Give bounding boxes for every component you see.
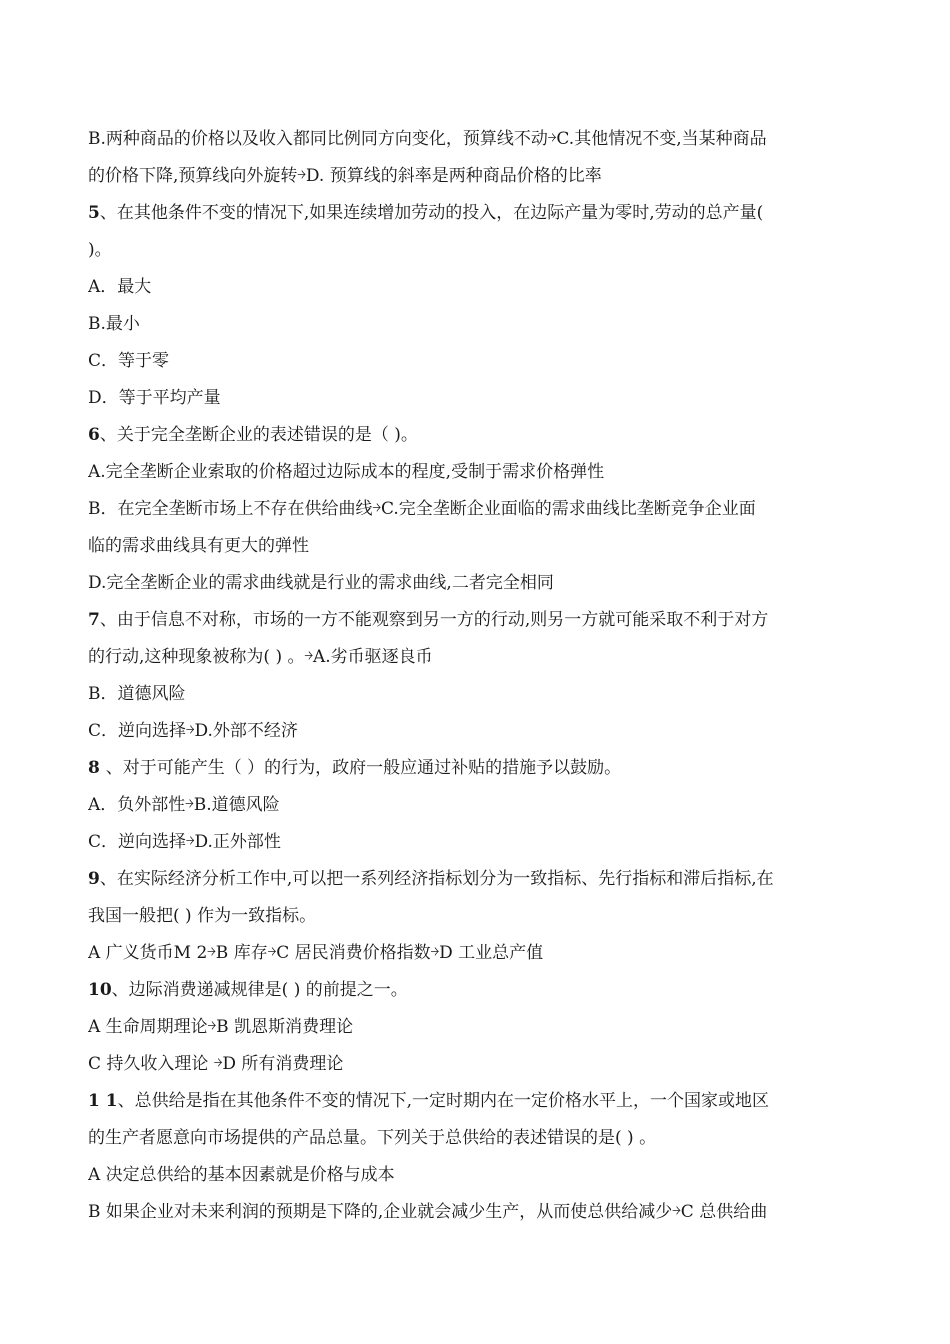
question-number: 10 bbox=[88, 980, 112, 1000]
line-text: 、边际消费递减规律是( ) 的前提之一。 bbox=[111, 980, 408, 1000]
question-line bbox=[88, 972, 868, 1009]
line-text: A．负外部性￫B.道德风险 bbox=[88, 795, 280, 815]
line-text: B．在完全垄断市场上不存在供给曲线￫C.完全垄断企业面临的需求曲线比垄断竞争企业面 bbox=[88, 499, 756, 519]
document-body bbox=[88, 121, 868, 1231]
line-text: B 如果企业对未来利润的预期是下降的,企业就会减少生产，从而使总供给减少￫C 总供给曲 bbox=[88, 1202, 768, 1222]
question-number: 6 bbox=[88, 425, 100, 445]
line-text: C．逆向选择￫D.外部不经济 bbox=[88, 721, 298, 741]
text-line bbox=[88, 454, 868, 491]
question-number: 8 bbox=[88, 758, 106, 778]
line-text: 、关于完全垄断企业的表述错误的是（ )。 bbox=[99, 425, 418, 445]
line-text: 的价格下降,预算线向外旋转￫D. 预算线的斜率是两种商品价格的比率 bbox=[88, 166, 602, 186]
text-line bbox=[88, 380, 868, 417]
text-line bbox=[88, 269, 868, 306]
line-text: C 持久收入理论 ￫D 所有消费理论 bbox=[88, 1054, 344, 1074]
line-text: 、对于可能产生（ ）的行为，政府一般应通过补贴的措施予以鼓励。 bbox=[105, 758, 622, 778]
question-line bbox=[88, 195, 868, 232]
text-line bbox=[88, 1157, 868, 1194]
line-text: A 决定总供给的基本因素就是价格与成本 bbox=[88, 1165, 395, 1185]
question-line bbox=[88, 602, 868, 639]
question-line bbox=[88, 750, 868, 787]
text-line bbox=[88, 935, 868, 972]
line-text: A．最大 bbox=[88, 277, 152, 297]
text-line bbox=[88, 158, 868, 195]
text-line bbox=[88, 898, 868, 935]
text-line bbox=[88, 343, 868, 380]
line-text: 我国一般把( ) 作为一致指标。 bbox=[88, 906, 317, 926]
line-text: B．道德风险 bbox=[88, 684, 186, 704]
line-text: B.两种商品的价格以及收入都同比例同方向变化，预算线不动￫C.其他情况不变,当某种商品 bbox=[88, 129, 767, 149]
text-line bbox=[88, 565, 868, 602]
line-text: 、由于信息不对称，市场的一方不能观察到另一方的行动,则另一方就可能采取不利于对方 bbox=[99, 610, 769, 630]
text-line bbox=[88, 676, 868, 713]
line-text: D.完全垄断企业的需求曲线就是行业的需求曲线,二者完全相同 bbox=[88, 573, 554, 593]
line-text: A 广义货币M 2￫B 库存￫C 居民消费价格指数￫D 工业总产值 bbox=[88, 943, 544, 963]
text-line bbox=[88, 824, 868, 861]
question-number: 7 bbox=[88, 610, 100, 630]
question-line bbox=[88, 861, 868, 898]
text-line bbox=[88, 528, 868, 565]
line-text: )。 bbox=[88, 240, 112, 260]
question-line bbox=[88, 1083, 868, 1120]
text-line bbox=[88, 232, 868, 269]
line-text: B.最小 bbox=[88, 314, 140, 334]
line-text: 、在其他条件不变的情况下,如果连续增加劳动的投入，在边际产量为零时,劳动的总产量( bbox=[99, 203, 764, 223]
text-line bbox=[88, 1120, 868, 1157]
line-text: C．等于零 bbox=[88, 351, 170, 371]
line-text: 临的需求曲线具有更大的弹性 bbox=[88, 536, 309, 556]
text-line bbox=[88, 1009, 868, 1046]
line-text: D．等于平均产量 bbox=[88, 388, 221, 408]
question-number: 9 bbox=[88, 869, 100, 889]
text-line bbox=[88, 306, 868, 343]
line-text: 、在实际经济分析工作中,可以把一系列经济指标划分为一致指标、先行指标和滞后指标,在 bbox=[99, 869, 774, 889]
question-line bbox=[88, 417, 868, 454]
line-text: A.完全垄断企业索取的价格超过边际成本的程度,受制于需求价格弹性 bbox=[88, 462, 605, 482]
line-text: 的生产者愿意向市场提供的产品总量。下列关于总供给的表述错误的是( ) 。 bbox=[88, 1128, 657, 1148]
text-line bbox=[88, 1046, 868, 1083]
text-line bbox=[88, 787, 868, 824]
line-text: 、总供给是指在其他条件不变的情况下,一定时期内在一定价格水平上，一个国家或地区 bbox=[117, 1091, 769, 1111]
text-line bbox=[88, 491, 868, 528]
text-line bbox=[88, 639, 868, 676]
text-line bbox=[88, 1194, 868, 1231]
question-number: 5 bbox=[88, 203, 100, 223]
line-text: C．逆向选择￫D.正外部性 bbox=[88, 832, 281, 852]
line-text: 的行动,这种现象被称为( ) 。￫A.劣币驱逐良币 bbox=[88, 647, 433, 667]
line-text: A 生命周期理论￫B 凯恩斯消费理论 bbox=[88, 1017, 354, 1037]
question-number: 1 1 bbox=[88, 1091, 118, 1111]
text-line bbox=[88, 713, 868, 750]
text-line bbox=[88, 121, 868, 158]
